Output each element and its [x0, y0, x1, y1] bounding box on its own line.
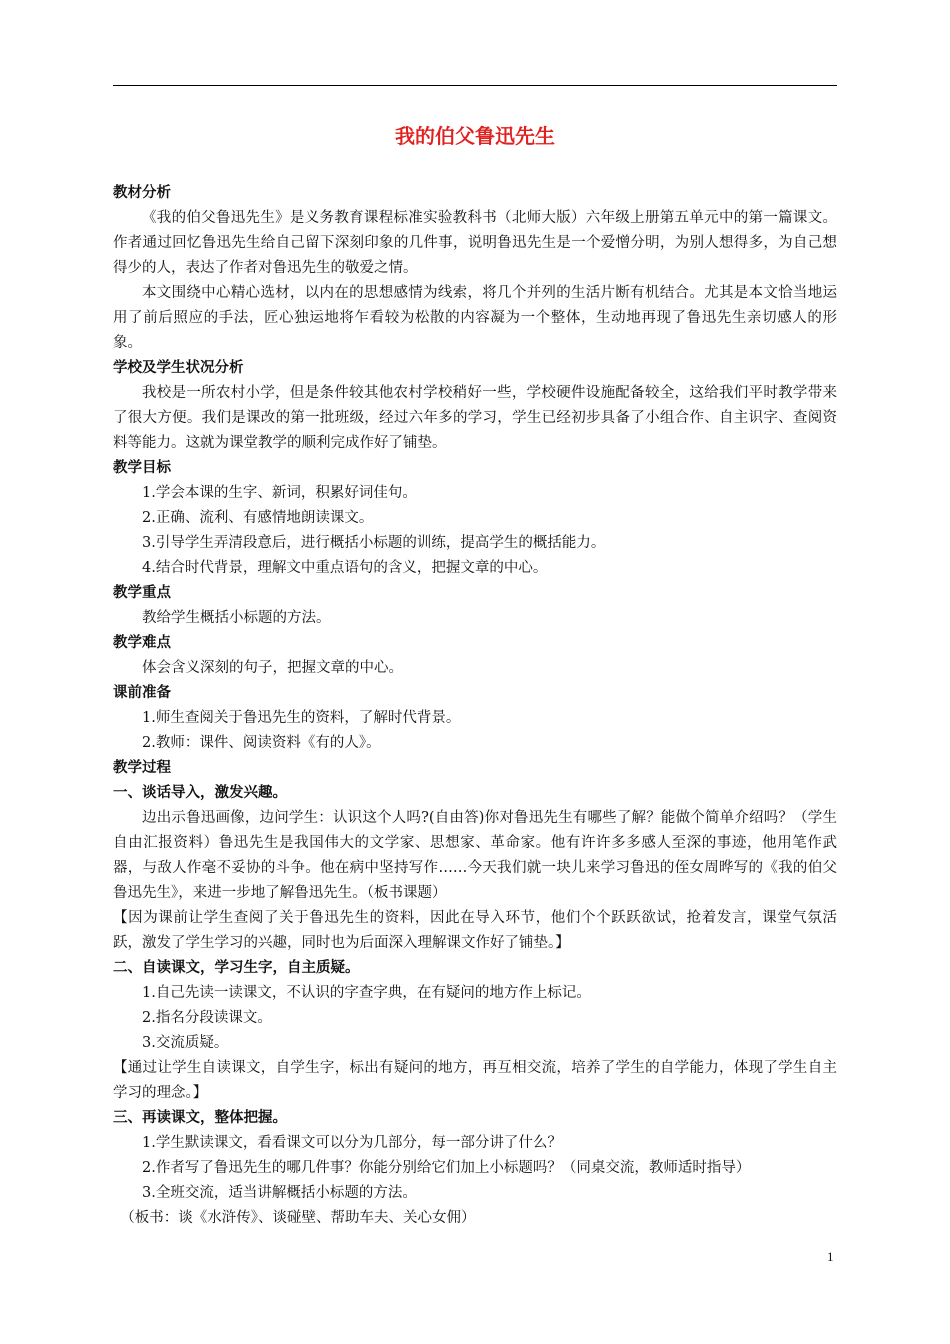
paragraph: 《我的伯父鲁迅先生》是义务教育课程标准实验教科书（北师大版）六年级上册第五单元中的第一篇课文。作者通过回忆鲁迅先生给自己留下深刻印象的几件事，说明鲁迅先生是一个爱憎分明，为别人想得多，为自己想得少的人，表达了作者对鲁迅先生的敬爱之情。 — [113, 210, 837, 276]
list-item: 3.全班交流，适当讲解概括小标题的方法。 — [142, 1185, 417, 1201]
heading-key-points: 教学重点 — [113, 585, 171, 601]
document-body — [113, 118, 837, 1231]
heading-teaching-process: 教学过程 — [113, 760, 171, 776]
heading-preparation: 课前准备 — [113, 685, 171, 701]
page-number: 1 — [827, 1249, 834, 1264]
heading-teaching-goals: 教学目标 — [113, 460, 171, 476]
paragraph: 体会含义深刻的句子，把握文章的中心。 — [142, 660, 403, 676]
heading-step-2: 二、自读课文，学习生字，自主质疑。 — [113, 960, 360, 976]
list-item: 2.指名分段读课文。 — [142, 1010, 272, 1026]
list-item: 2.正确、流利、有感情地朗读课文。 — [142, 510, 374, 526]
paragraph: 本文围绕中心精心选材，以内在的思想感情为线索，将几个并列的生活片断有机结合。尤其是本文恰当地运用了前后照应的手法，匠心独运地将乍看较为松散的内容凝为一个整体，生动地再现了鲁迅先生亲切感人的形象。 — [113, 285, 837, 351]
list-item: 2.作者写了鲁迅先生的哪几件事？你能分别给它们加上小标题吗？（同桌交流，教师适时指导） — [142, 1160, 751, 1176]
teaching-note: 【通过让学生自读课文，自学生字，标出有疑问的地方，再互相交流，培养了学生的自学能力，体现了学生自主学习的理念。】 — [113, 1060, 837, 1101]
list-item: 1.学生默读课文，看看课文可以分为几部分，每一部分讲了什么？ — [142, 1135, 562, 1151]
heading-step-3: 三、再读课文，整体把握。 — [113, 1110, 287, 1126]
list-item: 3.引导学生弄清段意后，进行概括小标题的训练，提高学生的概括能力。 — [142, 535, 606, 551]
heading-step-1: 一、谈话导入，激发兴趣。 — [113, 785, 287, 801]
paragraph: 我校是一所农村小学，但是条件较其他农村学校稍好一些，学校硬件设施配备较全，这给我们平时教学带来了很大方便。我们是课改的第一批班级，经过六年多的学习，学生已经初步具备了小组合作、自主识字、查阅资料等能力。这就为课堂教学的顺利完成作好了铺垫。 — [113, 385, 837, 451]
teaching-note: 【因为课前让学生查阅了关于鲁迅先生的资料，因此在导入环节，他们个个跃跃欲试，抢着发言，课堂气氛活跃，激发了学生学习的兴趣，同时也为后面深入理解课文作好了铺垫。】 — [113, 910, 837, 951]
heading-material-analysis: 教材分析 — [113, 185, 171, 201]
list-item: 1.自己先读一读课文，不认识的字查字典，在有疑问的地方作上标记。 — [142, 985, 591, 1001]
header-rule — [113, 85, 837, 86]
document-title: 我的伯父鲁迅先生 — [395, 124, 555, 148]
blackboard-note: （板书：谈《水浒传》、谈碰壁、帮助车夫、关心女佣） — [120, 1210, 476, 1226]
heading-difficulties: 教学难点 — [113, 635, 171, 651]
list-item: 1.学会本课的生字、新词，积累好词佳句。 — [142, 485, 417, 501]
list-item: 2.教师：课件、阅读资料《有的人》。 — [142, 735, 381, 751]
list-item: 3.交流质疑。 — [142, 1035, 229, 1051]
list-item: 1.师生查阅关于鲁迅先生的资料，了解时代背景。 — [142, 710, 461, 726]
paragraph: 边出示鲁迅画像，边问学生：认识这个人吗?(自由答)你对鲁迅先生有哪些了解？能做个简单介绍吗？（学生自由汇报资料）鲁迅先生是我国伟大的文学家、思想家、革命家。他有许许多多感人至深的事迹，他用笔作武器，与敌人作毫不妥协的斗争。他在病中坚持写作……今天我们就一块儿来学习鲁迅的侄女周晔写的《我的伯父鲁迅先生》，来进一步地了解鲁迅先生。（板书课题） — [113, 810, 837, 901]
list-item: 4.结合时代背景，理解文中重点语句的含义，把握文章的中心。 — [142, 560, 548, 576]
paragraph: 教给学生概括小标题的方法。 — [142, 610, 331, 626]
heading-school-analysis: 学校及学生状况分析 — [113, 360, 244, 376]
